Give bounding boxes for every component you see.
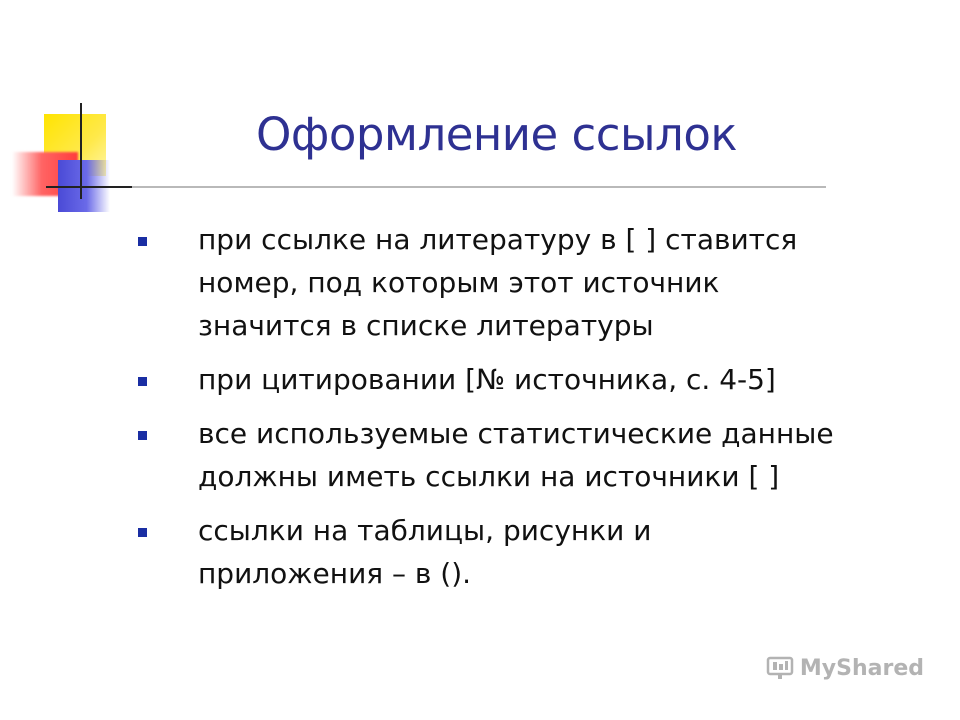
bullet-line: при ссылке на литературу в [ ] ставится	[198, 223, 798, 256]
presentation-screen-icon	[766, 655, 794, 681]
bullet-line: приложения – в ().	[198, 557, 472, 590]
bullet-line: номер, под которым этот источник	[198, 266, 720, 299]
vertical-rule	[80, 103, 82, 199]
bullet-item	[134, 412, 934, 498]
bullet-list	[134, 218, 934, 606]
bullet-item	[134, 358, 934, 401]
bullet-square-icon	[138, 377, 147, 386]
bullet-square-icon	[138, 431, 147, 440]
bullet-item	[134, 509, 934, 595]
bullet-square-icon	[138, 528, 147, 537]
bullet-line: значится в списке литературы	[198, 309, 654, 342]
bullet-square-icon	[138, 237, 147, 246]
corner-decoration	[0, 0, 140, 230]
title-underline	[132, 186, 826, 188]
horizontal-rule-dark	[46, 186, 132, 188]
watermark-logo	[766, 655, 924, 681]
bullet-line: при цитировании [№ источника, с. 4-5]	[198, 363, 776, 396]
bullet-item	[134, 218, 934, 347]
bullet-line: ссылки на таблицы, рисунки и	[198, 514, 652, 547]
bullet-line: должны иметь ссылки на источники [ ]	[198, 460, 780, 493]
watermark-text: MyShared	[799, 655, 924, 681]
bullet-line: все используемые статистические данные	[198, 417, 834, 450]
slide-title: Оформление ссылок	[256, 108, 738, 161]
